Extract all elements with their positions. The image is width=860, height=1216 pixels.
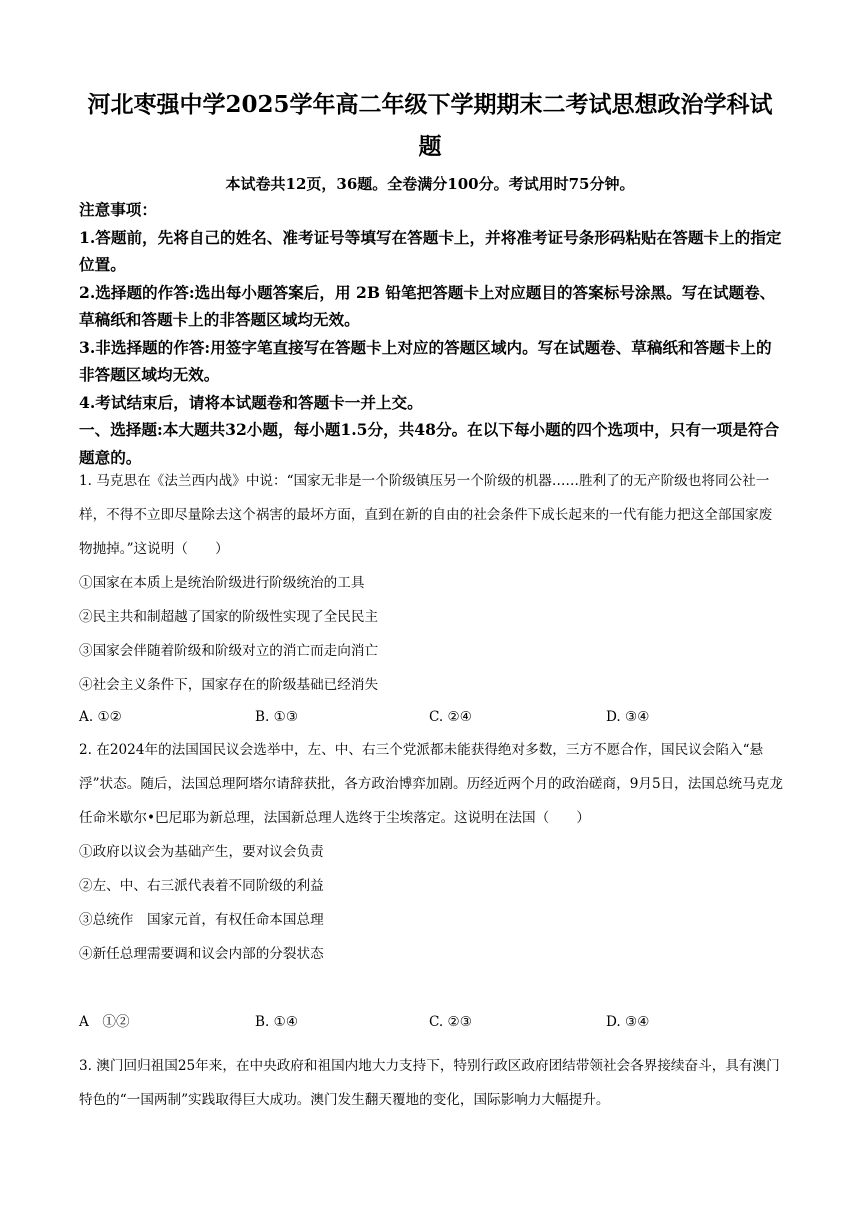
question-2-options <box>79 1007 785 1037</box>
question-2-statement-1: ①政府以议会为基础产生，要对议会负责 <box>79 844 324 860</box>
question-2-option-c[interactable]: C. ②③ <box>429 1014 472 1030</box>
question-1-stem: 1. 马克思在《法兰西内战》中说：“国家无非是一个阶级镇压另一个阶级的机器……胜利了的无产阶级也将同公社一样，不得不立即尽量除去这个祸害的最坏方面，直到在新的自由的社会条件下成长起来的一代有能力把这全部国家废物抛掉。”这说明（ ） <box>79 473 773 557</box>
exam-title-line1: 河北枣强中学2025学年高二年级下学期期末二考试思想政治学科试 <box>87 91 773 118</box>
question-2 <box>79 733 785 971</box>
notes-item-2: 2.选择题的作答:选出每小题答案后，用 2B 铅笔把答题卡上对应题目的答案标号涂黑。写在试题卷、草稿纸和答题卡上的非答题区域均无效。 <box>79 282 776 329</box>
question-1-option-b[interactable]: B. ①③ <box>255 709 299 725</box>
notes-item-1: 1.答题前，先将自己的姓名、准考证号等填写在答题卡上，并将准考证号条形码粘贴在答题卡上的指定位置。 <box>79 227 782 274</box>
question-1-statement-4: ④社会主义条件下，国家存在的阶级基础已经消失 <box>79 677 379 693</box>
question-3-stem: 3. 澳门回归祖国25年来，在中央政府和祖国内地大力支持下，特别行政区政府团结带领社会各界接续奋斗，具有澳门特色的“一国两制”实践取得巨大成功。澳门发生翻天覆地的变化，国际影响力大幅提升。 <box>79 1058 780 1108</box>
question-1 <box>79 464 785 702</box>
question-2-statement-4: ④新任总理需要调和议会内部的分裂状态 <box>79 946 324 962</box>
exam-title-line2: 题 <box>418 133 442 160</box>
question-2-stem: 2. 在2024年的法国国民议会选举中，左、中、右三个党派都未能获得绝对多数，三方不愿合作，国民议会陷入“悬浮”状态。随后，法国总理阿塔尔请辞获批，各方政治博弈加剧。历经近两个月的政治磋商，9月5日，法国总统马克龙任命米歇尔•巴尼耶为新总理，法国新总理人选终于尘埃落定。这说明在法国（ ） <box>79 742 783 826</box>
notes-item-3: 3.非选择题的作答:用签字笔直接写在答题卡上对应的答题区域内。写在试题卷、草稿纸和答题卡上的非答题区域均无效。 <box>79 337 772 384</box>
notes-heading: 注意事项： <box>79 200 157 219</box>
question-2-statement-2: ②左、中、右三派代表着不同阶级的利益 <box>79 878 324 894</box>
exam-title <box>62 84 798 168</box>
notes-item-4: 4.考试结束后，请将本试题卷和答题卡一并上交。 <box>79 392 423 412</box>
question-2-option-a[interactable]: A ①② <box>79 1014 130 1030</box>
question-2-statement-3: ③总统作 国家元首，有权任命本国总理 <box>79 912 324 928</box>
question-1-statement-1: ①国家在本质上是统治阶级进行阶级统治的工具 <box>79 575 365 591</box>
question-1-statement-2: ②民主共和制超越了国家的阶级性实现了全民民主 <box>79 609 379 625</box>
question-1-statement-3: ③国家会伴随着阶级和阶级对立的消亡而走向消亡 <box>79 643 379 659</box>
question-1-option-c[interactable]: C. ②④ <box>429 709 472 725</box>
exam-subtitle: 本试卷共12页，36题。全卷满分100分。考试用时75分钟。 <box>225 175 635 193</box>
section-heading: 一、选择题:本大题共32小题，每小题1.5分，共48分。在以下每小题的四个选项中，只有一项是符合题意的。 <box>79 420 780 467</box>
question-2-option-d[interactable]: D. ③④ <box>606 1014 650 1030</box>
question-1-option-d[interactable]: D. ③④ <box>606 709 650 725</box>
question-1-option-a[interactable]: A. ①② <box>79 709 122 725</box>
question-1-options <box>79 702 785 732</box>
question-3 <box>79 1049 785 1117</box>
question-2-option-b[interactable]: B. ①④ <box>255 1014 299 1030</box>
notes-section <box>79 196 785 471</box>
